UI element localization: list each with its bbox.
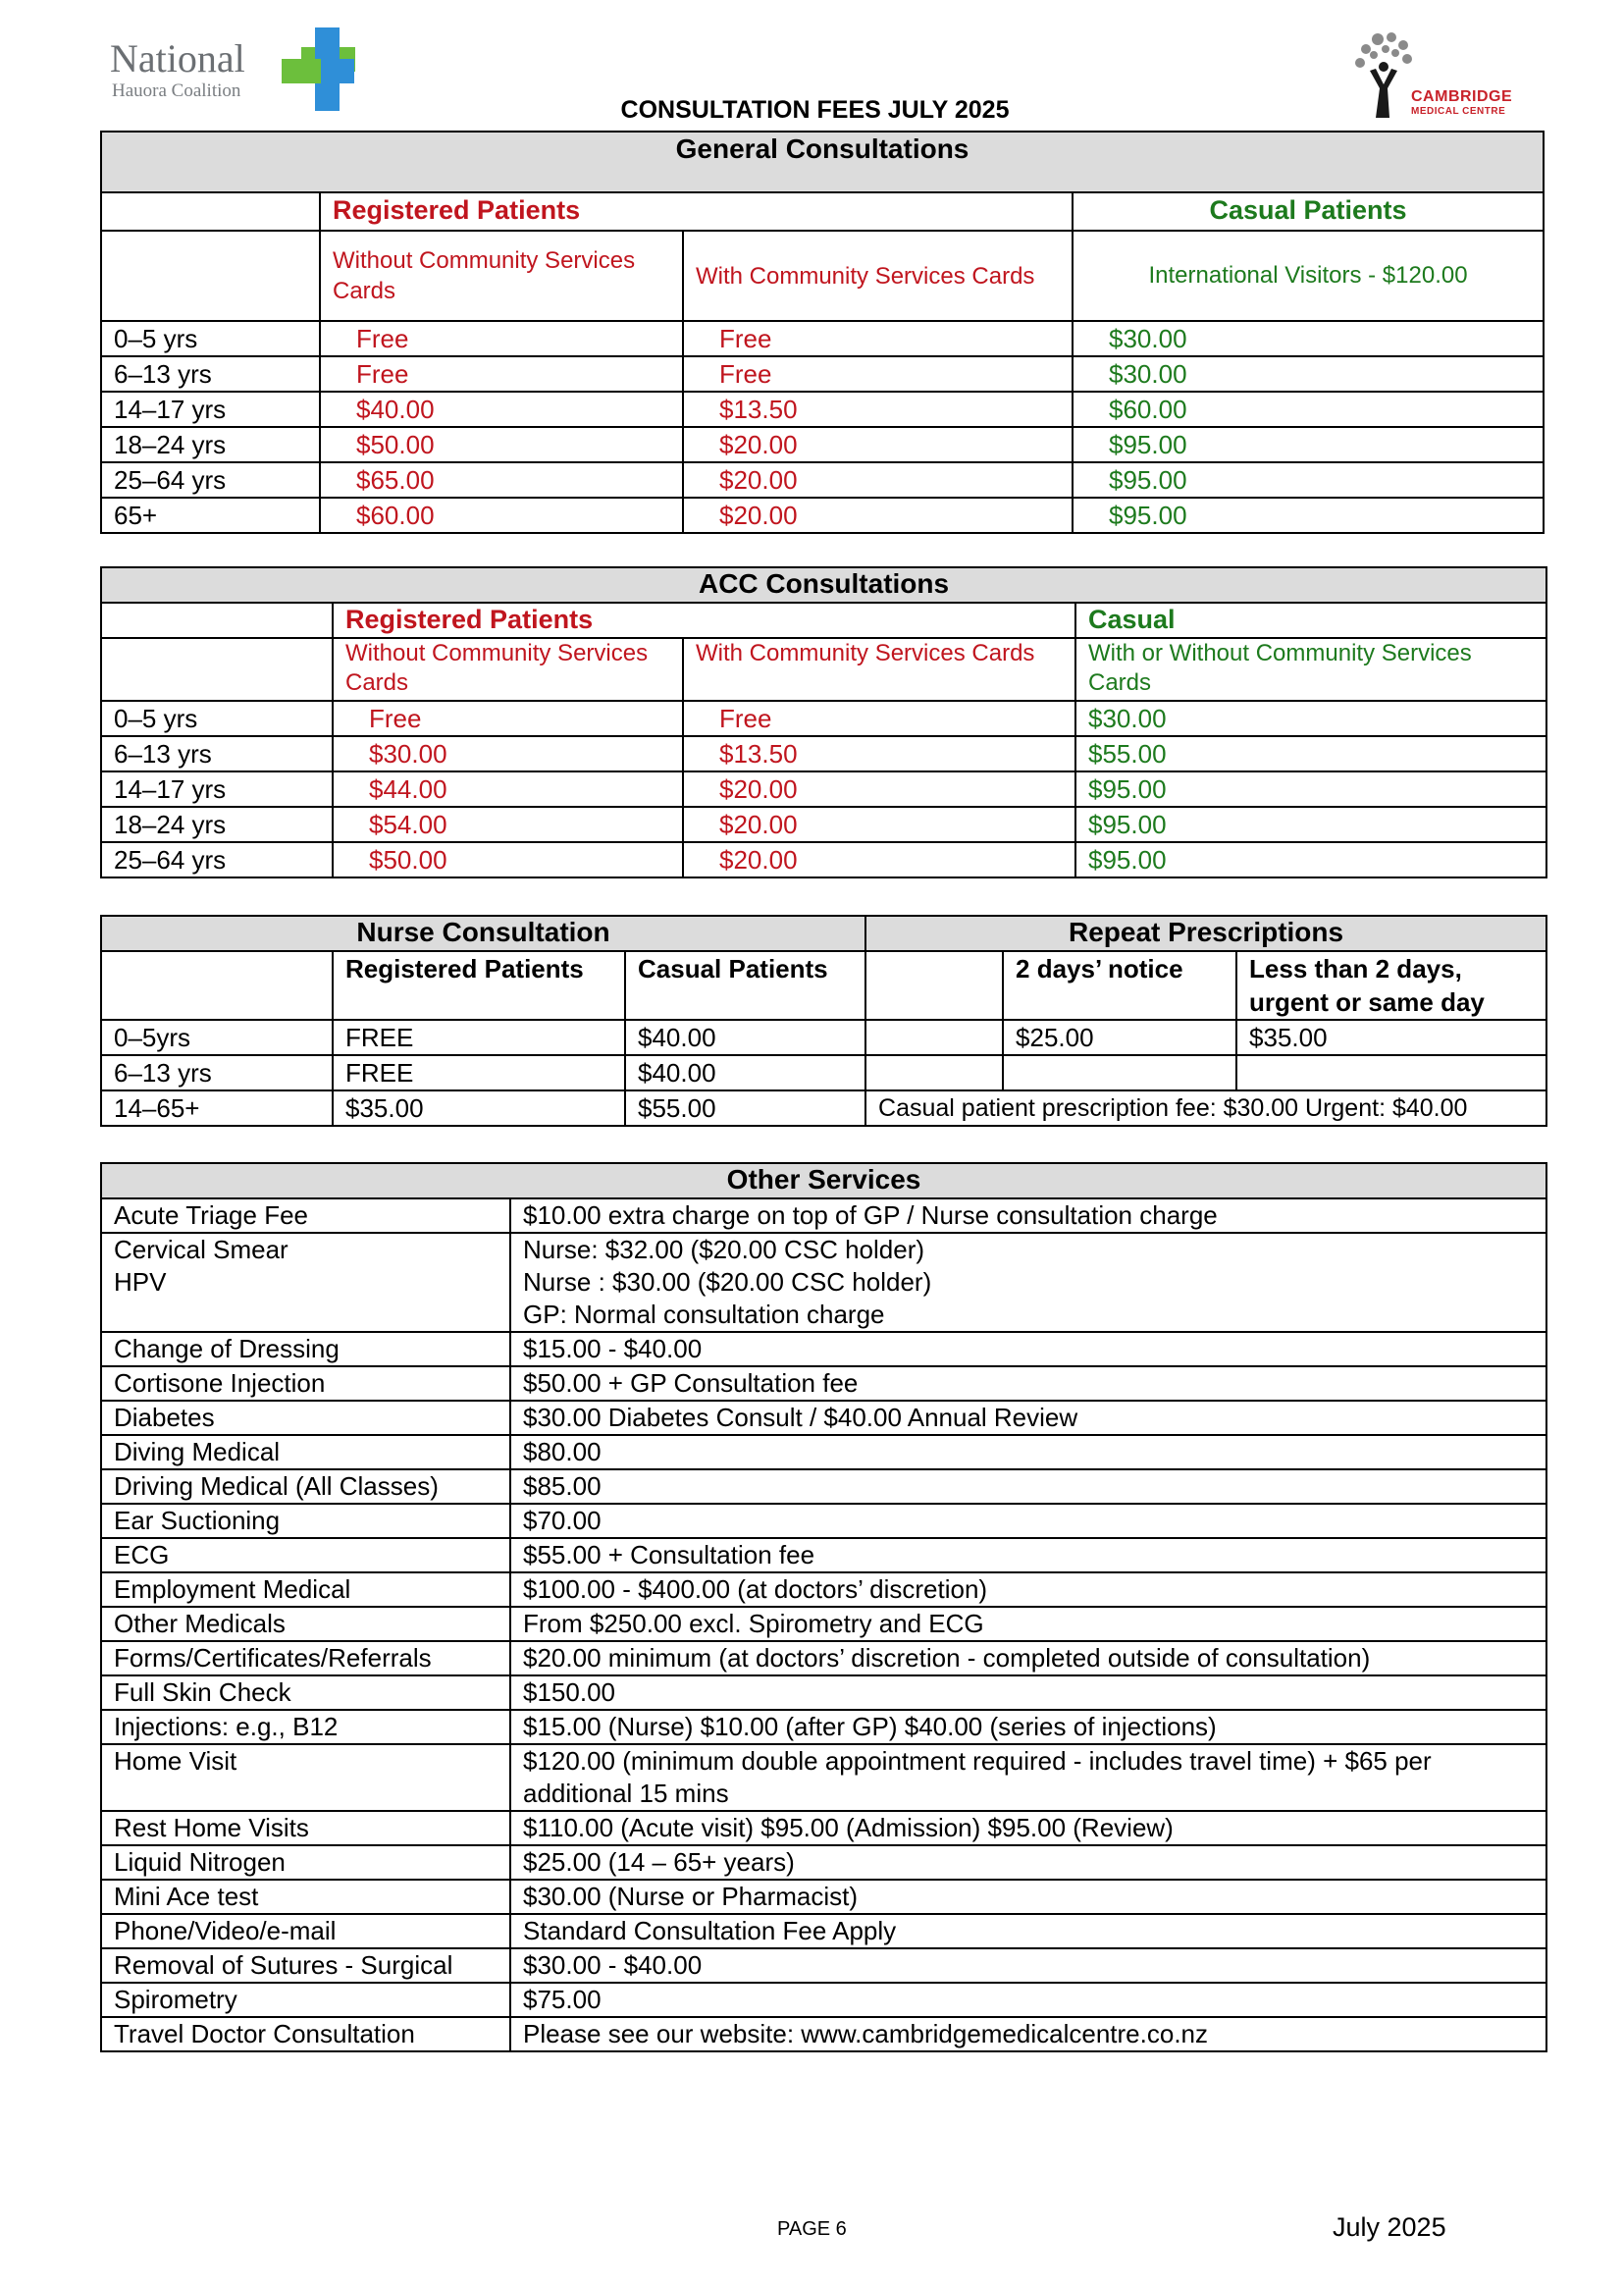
nurse-and-repeat-prescriptions-table (100, 915, 1547, 1127)
service-fee: $15.00 - $40.00 (510, 1332, 1546, 1366)
service-fee: $150.00 (510, 1675, 1546, 1710)
repeat-prescriptions-title: Repeat Prescriptions (865, 916, 1546, 951)
page-title: CONSULTATION FEES JULY 2025 (620, 96, 1010, 124)
service-name: Diabetes (101, 1401, 510, 1435)
service-fee: $85.00 (510, 1469, 1546, 1504)
section-title: ACC Consultations (101, 567, 1546, 603)
service-fee: $50.00 + GP Consultation fee (510, 1366, 1546, 1401)
table-row: 14–65+ $35.00 $55.00 Casual patient prescription fee: $30.00 Urgent: $40.00 (101, 1090, 1546, 1126)
page-number: PAGE 6 (777, 2218, 847, 2240)
section-title: Other Services (101, 1163, 1546, 1198)
table-row (101, 1710, 1546, 1744)
service-name: Acute Triage Fee (101, 1198, 510, 1233)
service-name: Rest Home Visits (101, 1811, 510, 1845)
table-row (101, 1504, 1546, 1538)
service-fee: Nurse: $32.00 ($20.00 CSC holder) Nurse : $30.00 ($20.00 CSC holder) GP: Normal consultation charge (510, 1233, 1546, 1332)
col-registered-patients: Registered Patients (333, 951, 625, 1020)
service-fee: $30.00 Diabetes Consult / $40.00 Annual Review (510, 1401, 1546, 1435)
logo-text-hauora-coalition: Hauora Coalition (112, 80, 241, 101)
service-name: Other Medicals (101, 1607, 510, 1641)
table-row: 18–24 yrs $54.00 $20.00 $95.00 (101, 807, 1546, 842)
table-row (101, 2017, 1546, 2051)
table-row (101, 1198, 1546, 1233)
table-row: 25–64 yrs $50.00 $20.00 $95.00 (101, 842, 1546, 877)
service-name: Phone/Video/e-mail (101, 1914, 510, 1948)
table-row (101, 1469, 1546, 1504)
col-without-csc: Without Community Services Cards (320, 231, 683, 321)
table-row: 14–17 yrs $40.00 $13.50 $60.00 (101, 392, 1544, 427)
service-name: Change of Dressing (101, 1332, 510, 1366)
fee-less-than-2-days: $35.00 (1236, 1020, 1546, 1055)
service-name: Ear Suctioning (101, 1504, 510, 1538)
col-less-than-2-days: Less than 2 days, urgent or same day (1236, 951, 1546, 1020)
nurse-consultation-title: Nurse Consultation (101, 916, 865, 951)
international-visitors-fee: International Visitors - $120.00 (1073, 231, 1544, 321)
service-name: Home Visit (101, 1744, 510, 1811)
service-name: Forms/Certificates/Referrals (101, 1641, 510, 1675)
service-fee: $70.00 (510, 1504, 1546, 1538)
table-row: 65+ $60.00 $20.00 $95.00 (101, 498, 1544, 533)
table-row: 6–13 yrs Free Free $30.00 (101, 356, 1544, 392)
service-fee: $120.00 (minimum double appointment required - includes travel time) + $65 per additional 15 mins (510, 1744, 1546, 1811)
service-fee: $20.00 minimum (at doctors’ discretion - completed outside of consultation) (510, 1641, 1546, 1675)
logo-text-medical-centre: MEDICAL CENTRE (1411, 106, 1506, 117)
service-name: Travel Doctor Consultation (101, 2017, 510, 2051)
service-fee: $55.00 + Consultation fee (510, 1538, 1546, 1572)
service-name: Liquid Nitrogen (101, 1845, 510, 1880)
service-fee: $75.00 (510, 1983, 1546, 2017)
table-row (101, 1607, 1546, 1641)
registered-patients-header: Registered Patients (333, 603, 1075, 638)
table-row (101, 1233, 1546, 1332)
general-consultations-table (100, 131, 1545, 534)
service-fee: $100.00 - $400.00 (at doctors’ discretion) (510, 1572, 1546, 1607)
table-row (101, 1538, 1546, 1572)
table-row (101, 1675, 1546, 1710)
service-fee: From $250.00 excl. Spirometry and ECG (510, 1607, 1546, 1641)
service-name: Driving Medical (All Classes) (101, 1469, 510, 1504)
service-name: Diving Medical (101, 1435, 510, 1469)
service-fee: $15.00 (Nurse) $10.00 (after GP) $40.00 (series of injections) (510, 1710, 1546, 1744)
service-fee: Standard Consultation Fee Apply (510, 1914, 1546, 1948)
service-fee: $110.00 (Acute visit) $95.00 (Admission) $95.00 (Review) (510, 1811, 1546, 1845)
table-row (101, 1366, 1546, 1401)
table-row: 0–5 yrs Free Free $30.00 (101, 701, 1546, 736)
table-row: 0–5yrs FREE $40.00 $25.00 $35.00 (101, 1020, 1546, 1055)
casual-header: Casual (1075, 603, 1546, 638)
table-row: 0–5 yrs Free Free $30.00 (101, 321, 1544, 356)
registered-patients-header: Registered Patients (320, 192, 1073, 231)
table-row (101, 1914, 1546, 1948)
service-fee: $25.00 (14 – 65+ years) (510, 1845, 1546, 1880)
table-row (101, 1983, 1546, 2017)
service-name: Injections: e.g., B12 (101, 1710, 510, 1744)
col-2-days-notice: 2 days’ notice (1003, 951, 1236, 1020)
section-title: General Consultations (101, 132, 1544, 192)
logo-text-cambridge: CAMBRIDGE (1411, 88, 1513, 105)
col-casual-patients: Casual Patients (625, 951, 865, 1020)
service-name: ECG (101, 1538, 510, 1572)
table-row: 14–17 yrs $44.00 $20.00 $95.00 (101, 771, 1546, 807)
table-row (101, 1845, 1546, 1880)
logo-text-national: National (110, 36, 245, 80)
casual-patients-header: Casual Patients (1073, 192, 1544, 231)
col-with-csc: With Community Services Cards (683, 638, 1075, 701)
acc-consultations-table (100, 566, 1547, 878)
table-row (101, 1880, 1546, 1914)
table-row: 18–24 yrs $50.00 $20.00 $95.00 (101, 427, 1544, 462)
service-name: Cortisone Injection (101, 1366, 510, 1401)
table-row (101, 1948, 1546, 1983)
table-row (101, 1435, 1546, 1469)
fee-2-days-notice: $25.00 (1003, 1020, 1236, 1055)
service-fee: $80.00 (510, 1435, 1546, 1469)
table-row: 6–13 yrs FREE $40.00 (101, 1055, 1546, 1090)
table-row (101, 1744, 1546, 1811)
footer-date: July 2025 (1333, 2212, 1446, 2242)
col-casual-with-or-without-csc: With or Without Community Services Cards (1075, 638, 1546, 701)
table-row: 6–13 yrs $30.00 $13.50 $55.00 (101, 736, 1546, 771)
service-fee: Please see our website: www.cambridgemedicalcentre.co.nz (510, 2017, 1546, 2051)
table-row (101, 1641, 1546, 1675)
other-services-table (100, 1162, 1547, 2052)
service-name: Cervical Smear HPV (101, 1233, 510, 1332)
table-row (101, 1572, 1546, 1607)
casual-prescription-fee-note: Casual patient prescription fee: $30.00 Urgent: $40.00 (865, 1090, 1546, 1126)
service-fee: $30.00 (Nurse or Pharmacist) (510, 1880, 1546, 1914)
col-with-csc: With Community Services Cards (683, 231, 1073, 321)
col-without-csc: Without Community Services Cards (333, 638, 683, 701)
service-name: Spirometry (101, 1983, 510, 2017)
service-fee: $30.00 - $40.00 (510, 1948, 1546, 1983)
service-fee: $10.00 extra charge on top of GP / Nurse consultation charge (510, 1198, 1546, 1233)
service-name: Mini Ace test (101, 1880, 510, 1914)
table-row: 25–64 yrs $65.00 $20.00 $95.00 (101, 462, 1544, 498)
service-name: Employment Medical (101, 1572, 510, 1607)
table-row (101, 1811, 1546, 1845)
service-name: Removal of Sutures - Surgical (101, 1948, 510, 1983)
service-name: Full Skin Check (101, 1675, 510, 1710)
table-row (101, 1332, 1546, 1366)
table-row (101, 1401, 1546, 1435)
